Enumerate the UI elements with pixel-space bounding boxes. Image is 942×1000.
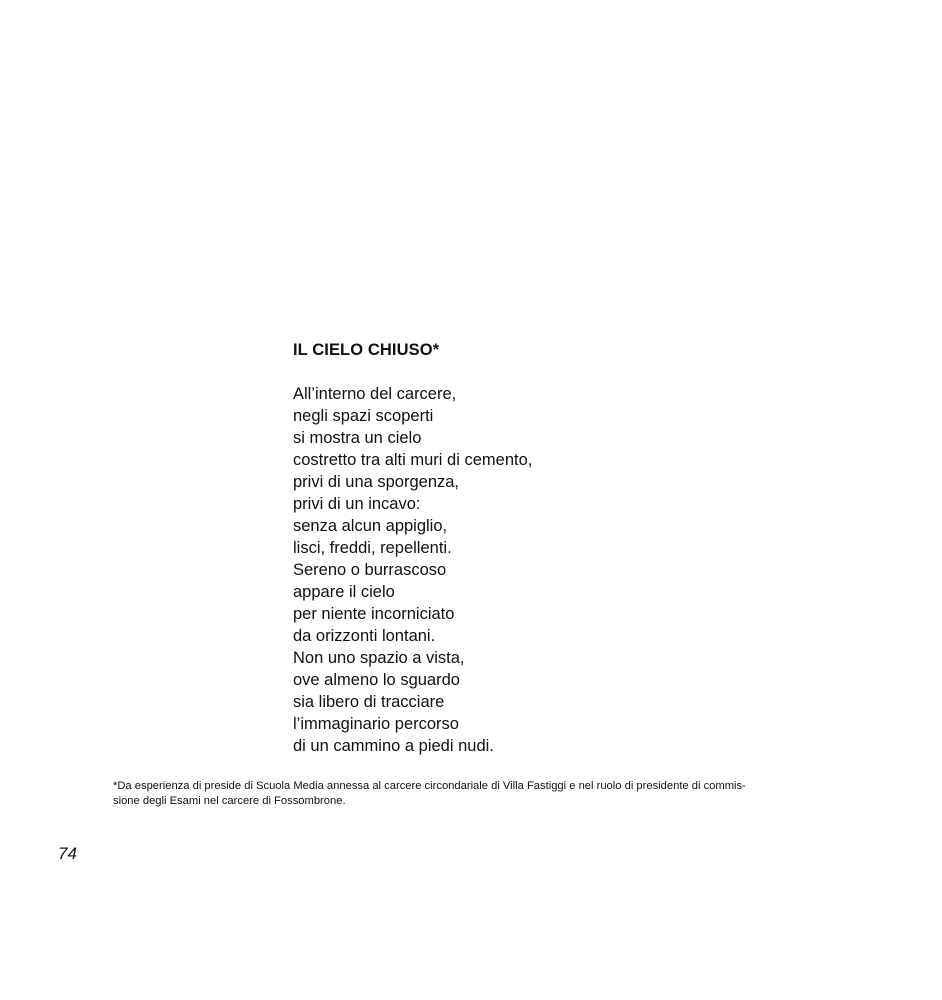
poem-line: di un cammino a piedi nudi.: [293, 737, 494, 755]
page-number: 74: [58, 844, 77, 863]
footnote-line-1: *Da esperienza di preside di Scuola Media annessa al carcere circondariale di Villa Fastiggi e nel ruolo di presidente di commis-: [113, 780, 746, 792]
poem-line: costretto tra alti muri di cemento,: [293, 451, 533, 469]
poem-body: [293, 383, 532, 757]
poem-line: l’immaginario percorso: [293, 715, 459, 733]
poem-line: si mostra un cielo: [293, 429, 422, 447]
poem-line: All’interno del carcere,: [293, 385, 457, 403]
poem-line: Sereno o burrascoso: [293, 561, 447, 579]
poem-line: ove almeno lo sguardo: [293, 671, 460, 689]
poem-line: lisci, freddi, repellenti.: [293, 539, 452, 557]
poem-title: IL CIELO CHIUSO*: [293, 341, 440, 359]
poem-line: appare il cielo: [293, 583, 395, 601]
footnote: [113, 779, 843, 809]
poem-line: Non uno spazio a vista,: [293, 649, 465, 667]
poem-line: negli spazi scoperti: [293, 407, 434, 425]
poem-line: privi di un incavo:: [293, 495, 421, 513]
poem-line: per niente incorniciato: [293, 605, 455, 623]
poem: [293, 339, 532, 757]
poem-line: privi di una sporgenza,: [293, 473, 460, 491]
poem-line: da orizzonti lontani.: [293, 627, 436, 645]
poem-line: sia libero di tracciare: [293, 693, 445, 711]
poem-line: senza alcun appiglio,: [293, 517, 448, 535]
footnote-line-2: sione degli Esami nel carcere di Fossombrone.: [113, 795, 346, 807]
